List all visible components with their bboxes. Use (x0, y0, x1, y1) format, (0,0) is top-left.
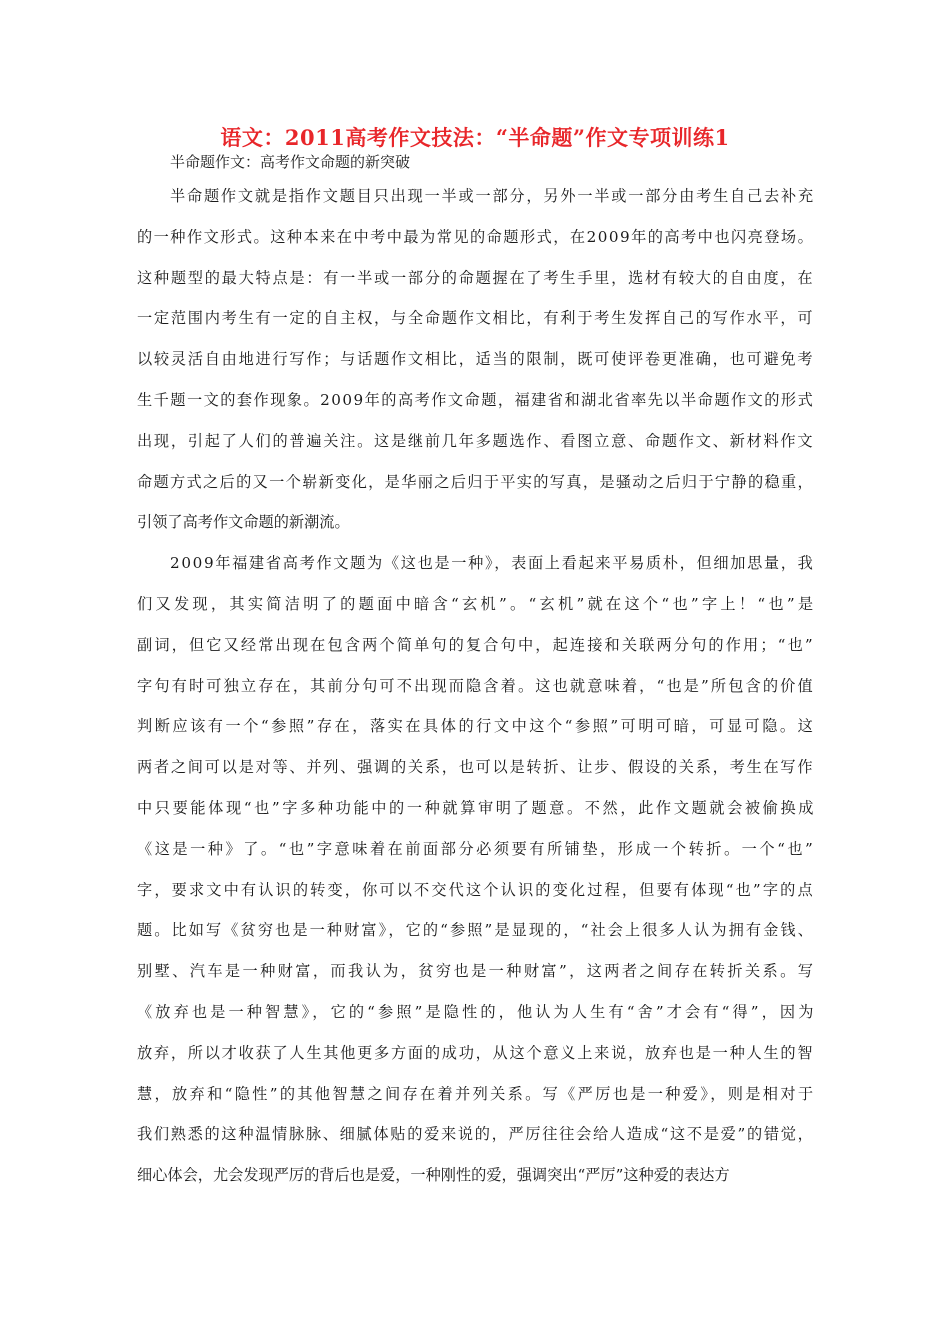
document-title: 语文：2011高考作文技法：“半命题”作文专项训练1 (220, 125, 730, 150)
paragraph-line: 我们熟悉的这种温情脉脉、细腻体贴的爱来说的，严厉往往会给人造成“这不是爱”的错觉， (137, 1125, 815, 1143)
paragraph-line: 别墅、汽车是一种财富，而我认为，贫穷也是一种财富”，这两者之间存在转折关系。写 (137, 962, 816, 980)
paragraph-line: 一定范围内考生有一定的自主权，与全命题作文相比，有利于考生发挥自己的写作水平，可 (137, 309, 815, 327)
paragraph-line: 命题方式之后的又一个崭新变化，是华丽之后归于平实的写真，是骚动之后归于宁静的稳重， (137, 473, 815, 491)
paragraph-line: 放弃，所以才收获了人生其他更多方面的成功，从这个意义上来说，放弃也是一种人生的智 (137, 1044, 815, 1062)
paragraph-line: 副词，但它又经常出现在包含两个简单句的复合句中，起连接和关联两分句的作用；“也” (137, 636, 815, 654)
document-subtitle: 半命题作文：高考作文命题的新突破 (170, 153, 411, 171)
paragraph-line: 生千题一文的套作现象。2009年的高考作文命题，福建省和湖北省率先以半命题作文的形式 (137, 391, 815, 409)
paragraph-line: 中只要能体现“也”字多种功能中的一种就算审明了题意。不然，此作文题就会被偷换成 (137, 799, 817, 817)
paragraph-line: 《这是一种》了。“也”字意味着在前面部分必须要有所铺垫，形成一个转折。一个“也” (137, 840, 816, 858)
paragraph-line: 题。比如写《贫穷也是一种财富》，它的“参照”是显现的，“社会上很多人认为拥有金钱、 (137, 921, 815, 939)
paragraph-line: 细心体会，尤会发现严厉的背后也是爱，一种刚性的爱，强调突出“严厉”这种爱的表达方 (137, 1166, 730, 1184)
paragraph-line: 两者之间可以是对等、并列、强调的关系，也可以是转折、让步、假设的关系，考生在写作 (137, 758, 815, 776)
paragraph-line: 的一种作文形式。这种本来在中考中最为常见的命题形式，在2009年的高考中也闪亮登场。 (137, 228, 815, 246)
paragraph-line: 半命题作文就是指作文题目只出现一半或一部分，另外一半或一部分由考生自己去补充 (170, 187, 815, 205)
paragraph-line: 们又发现，其实简洁明了的题面中暗含“玄机”。“玄机”就在这个“也”字上！“也”是 (137, 595, 817, 613)
paragraph-line: 这种题型的最大特点是：有一半或一部分的命题握在了考生手里，选材有较大的自由度，在 (137, 269, 815, 287)
paragraph-line: 以较灵活自由地进行写作；与话题作文相比，适当的限制，既可使评卷更准确，也可避免考 (137, 350, 815, 368)
paragraph-line: 《放弃也是一种智慧》，它的“参照”是隐性的，他认为人生有“舍”才会有“得”，因为 (137, 1003, 817, 1021)
paragraph-line: 字，要求文中有认识的转变，你可以不交代这个认识的变化过程，但要有体现“也”字的点 (137, 881, 815, 899)
paragraph-line: 字句有时可独立存在，其前分句可不出现而隐含着。这也就意味着，“也是”所包含的价值 (137, 677, 815, 695)
paragraph-line: 引领了高考作文命题的新潮流。 (137, 513, 350, 531)
paragraph-line: 慧，放弃和“隐性”的其他智慧之间存在着并列关系。写《严厉也是一种爱》，则是相对于 (137, 1085, 816, 1103)
paragraph-line: 出现，引起了人们的普遍关注。这是继前几年多题选作、看图立意、命题作文、新材料作文 (137, 432, 815, 450)
paragraph-line: 2009年福建省高考作文题为《这也是一种》，表面上看起来平易质朴，但细加思量，我 (170, 554, 815, 572)
paragraph-line: 判断应该有一个“参照”存在，落实在具体的行文中这个“参照”可明可暗，可显可隐。这 (137, 717, 816, 735)
